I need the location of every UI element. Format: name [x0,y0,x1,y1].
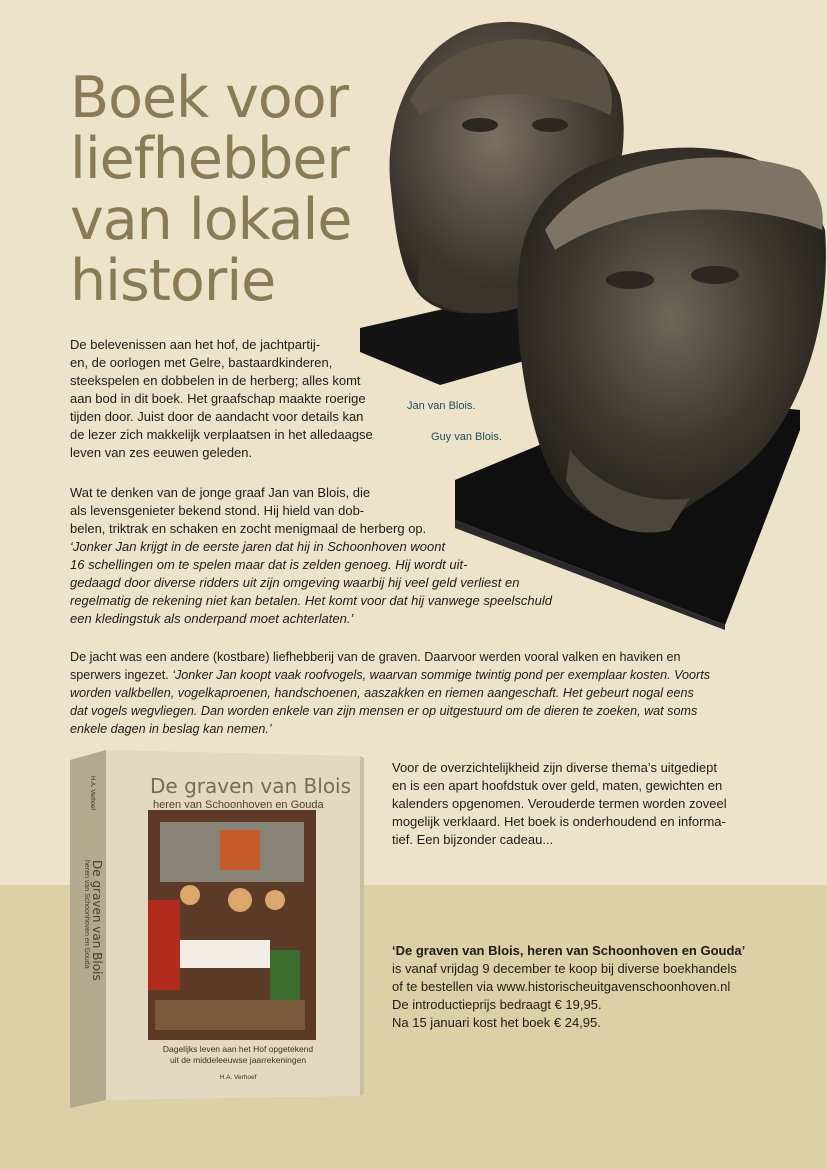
book-subtitle: heren van Schoonhoven en Gouda [153,799,324,811]
text-line: of te bestellen via www.historischeuitgavenschoonhoven.nl [392,979,731,994]
jan-paragraph [70,484,590,628]
text-line: en, de oorlogen met Gelre, bastaardkinderen, [70,355,333,370]
hunt-paragraph [70,648,770,738]
spine-title: De graven van Blois [90,860,104,981]
book-author: H.A. Verhoef [219,1074,257,1081]
spine-author: H.A. Verhoef [89,776,95,811]
text-line: kalenders opgenomen. Verouderde termen worden zoveel [392,796,727,811]
text-line: mogelijk verklaard. Het boek is onderhoudend en informa- [392,814,726,829]
text-line-with-quote [70,666,770,684]
text-line: de lezer zich makkelijk verplaatsen in het alledaagse [70,427,373,442]
text-line: De introductieprijs bedraagt € 19,95. [392,997,602,1012]
text-line: is vanaf vrijdag 9 december te koop bij diverse boekhandels [392,961,737,976]
quote-line: 16 schellingen om te spelen maar dat is zelden genoeg. Hij wordt uit- [70,557,468,572]
book-tagline: Dagelijks leven aan het Hof opgetekend [162,1044,314,1054]
page-title: Boek voor liefhebber van lokale historie [70,65,352,314]
text-line: en is een apart hoofdstuk over geld, maten, gewichten en [392,778,723,793]
text-segment: sperwers ingezet. [70,668,169,682]
sale-paragraph [392,942,792,1032]
intro-paragraph [70,336,390,462]
book-title-mention: ‘De graven van Blois, heren van Schoonhoven en Gouda’ [392,943,746,958]
quote-line: dat vogels wegvliegen. Dan worden enkele van zijn mensen er op uitgestuurd om de dieren te zoeken, wat soms [70,704,698,718]
book-spine-title [83,860,104,1050]
caption-jan-van-blois: Jan van Blois. [407,400,476,412]
spine-subtitle: heren van Schoonhoven en Gouda [83,860,90,969]
text-line: Na 15 januari kost het boek € 24,95. [392,1015,601,1030]
quote-line: enkele dagen in beslag kan nemen.’ [70,722,272,736]
text-line: Wat te denken van de jonge graaf Jan van Blois, die [70,485,371,500]
text-line: tief. Een bijzonder cadeau... [392,832,554,847]
text-line: De belevenissen aan het hof, de jachtpartij- [70,337,321,352]
quote-line: worden valkbellen, vogelkaproenen, handschoenen, aaszakken en riemen aangeschaft. Het gebeurt nogal eens [70,686,694,700]
themes-paragraph [392,759,762,849]
caption-guy-van-blois: Guy van Blois. [431,431,502,443]
text-line: als levensgenieter bekend stond. Hij hield van dob- [70,503,365,518]
book-tagline: uit de middeleeuwse jaarrekeningen [169,1055,307,1065]
book-cover-image [70,750,370,1110]
text-line: belen, triktrak en schaken en zocht menigmaal de herberg op. [70,521,427,536]
text-line: tijden door. Juist door de aandacht voor details kan [70,409,364,424]
quote-line: een kledingstuk als onderpand moet achterlaten.’ [70,611,354,626]
quote-line: ‘Jonker Jan krijgt in de eerste jaren dat hij in Schoonhoven woont [70,539,446,554]
quote-segment: ‘Jonker Jan koopt vaak roofvogels, waarvan sommige twintig pond per exemplaar kosten. Voorts [168,668,711,682]
quote-line: gedaagd door diverse ridders uit zijn omgeving waarbij hij veel geld verliest en [70,575,520,590]
quote-line: regelmatig de rekening niet kan betalen. Het komt voor dat hij vanwege speelschuld [70,593,553,608]
text-line: aan bod in dit boek. Het graafschap maakte roerige [70,391,366,406]
book-title: De graven van Blois [150,774,352,798]
text-line: De jacht was een andere (kostbare) liefhebberij van de graven. Daarvoor werden vooral valken en haviken en [70,650,681,664]
text-line: leven van zes eeuwen geleden. [70,445,253,460]
text-line: Voor de overzichtelijkheid zijn diverse thema’s uitgediept [392,760,717,775]
text-line: steekspelen en dobbelen in de herberg; alles komt [70,373,361,388]
